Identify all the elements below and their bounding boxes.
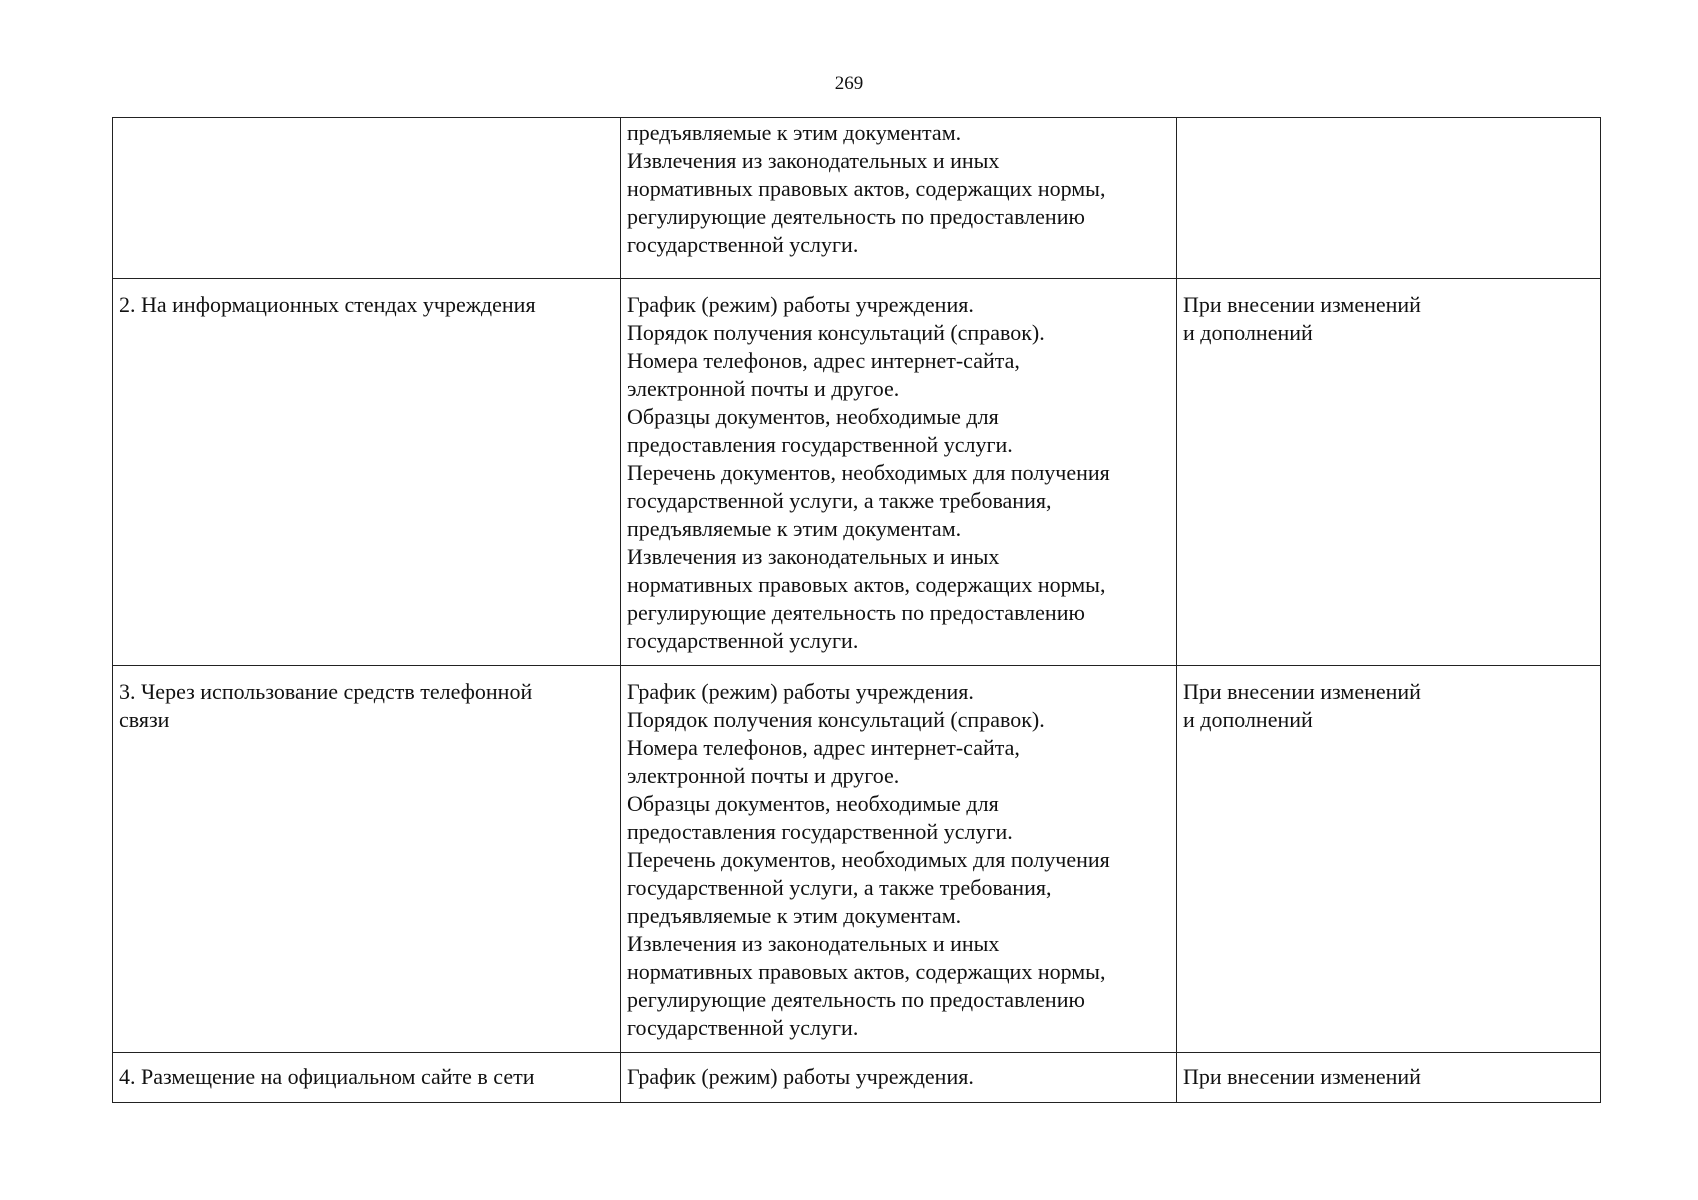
content-line: График (режим) работы учреждения. <box>627 292 974 317</box>
table-row <box>113 118 1601 279</box>
page-number: 269 <box>834 73 864 94</box>
content-line: предъявляемые к этим документам. <box>627 516 962 541</box>
content-cell <box>621 118 1177 279</box>
content-line: Номера телефонов, адрес интернет-сайта, <box>627 735 1020 760</box>
table-row <box>113 1053 1601 1103</box>
content-cell <box>621 279 1177 666</box>
content-line: предоставления государственной услуги. <box>627 432 1013 457</box>
content-line: нормативных правовых актов, содержащих нормы, <box>627 176 1106 201</box>
content-line: График (режим) работы учреждения. <box>627 679 974 704</box>
content-line: Образцы документов, необходимые для <box>627 791 999 816</box>
content-line: Перечень документов, необходимых для получения <box>627 847 1110 872</box>
method-cell <box>113 666 621 1053</box>
method-cell <box>113 1053 621 1103</box>
table-row <box>113 666 1601 1053</box>
table-row <box>113 279 1601 666</box>
content-line: Номера телефонов, адрес интернет-сайта, <box>627 348 1020 373</box>
content-line: регулирующие деятельность по предоставлению <box>627 204 1085 229</box>
content-line: электронной почты и другое. <box>627 763 900 788</box>
content-line: нормативных правовых актов, содержащих нормы, <box>627 572 1106 597</box>
content-cell <box>621 666 1177 1053</box>
content-line: государственной услуги, а также требования, <box>627 875 1052 900</box>
content-line: электронной почты и другое. <box>627 376 900 401</box>
content-line: нормативных правовых актов, содержащих нормы, <box>627 959 1106 984</box>
content-line: Образцы документов, необходимые для <box>627 404 999 429</box>
content-line: государственной услуги. <box>627 1015 859 1040</box>
method-line: 4. Размещение на официальном сайте в сети <box>119 1064 535 1089</box>
frequency-line: и дополнений <box>1183 320 1313 345</box>
frequency-line: При внесении изменений <box>1183 292 1421 317</box>
method-line: 3. Через использование средств телефонной <box>119 679 533 704</box>
method-cell <box>113 118 621 279</box>
method-line: связи <box>119 707 170 732</box>
frequency-cell <box>1177 279 1601 666</box>
frequency-line: и дополнений <box>1183 707 1313 732</box>
content-line: Перечень документов, необходимых для получения <box>627 460 1110 485</box>
content-line: Порядок получения консультаций (справок). <box>627 707 1045 732</box>
content-line: регулирующие деятельность по предоставлению <box>627 600 1085 625</box>
frequency-cell <box>1177 1053 1601 1103</box>
content-line: государственной услуги. <box>627 232 859 257</box>
info-table <box>112 117 1601 1103</box>
frequency-line: При внесении изменений <box>1183 1064 1421 1089</box>
content-line: Извлечения из законодательных и иных <box>627 544 1000 569</box>
content-line: предоставления государственной услуги. <box>627 819 1013 844</box>
frequency-cell <box>1177 118 1601 279</box>
content-line: Извлечения из законодательных и иных <box>627 148 1000 173</box>
content-line: предъявляемые к этим документам. <box>627 120 962 145</box>
method-cell <box>113 279 621 666</box>
content-line: График (режим) работы учреждения. <box>627 1064 974 1089</box>
content-line: предъявляемые к этим документам. <box>627 903 962 928</box>
content-line: регулирующие деятельность по предоставлению <box>627 987 1085 1012</box>
content-line: Порядок получения консультаций (справок). <box>627 320 1045 345</box>
content-line: Извлечения из законодательных и иных <box>627 931 1000 956</box>
content-cell <box>621 1053 1177 1103</box>
content-line: государственной услуги. <box>627 628 859 653</box>
content-line: государственной услуги, а также требования, <box>627 488 1052 513</box>
method-line: 2. На информационных стендах учреждения <box>119 292 536 317</box>
frequency-line: При внесении изменений <box>1183 679 1421 704</box>
frequency-cell <box>1177 666 1601 1053</box>
